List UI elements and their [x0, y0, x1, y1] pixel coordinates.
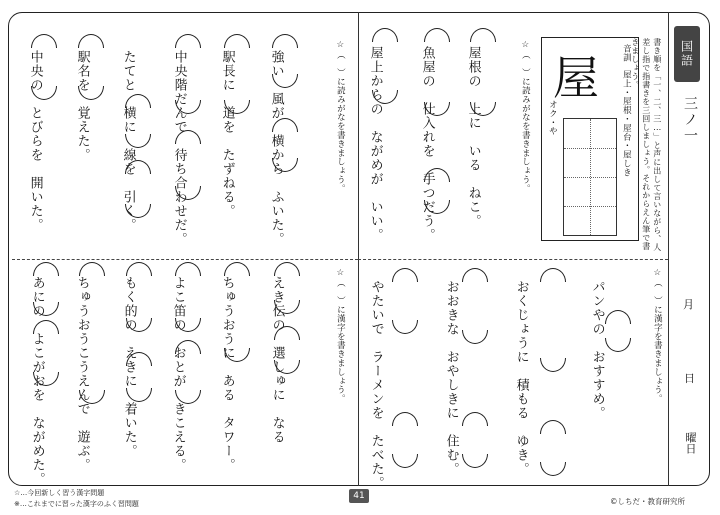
date-day-label: 日 — [684, 372, 695, 385]
section-heading-reading-1: ☆（ ）に読みがなを書きましょう。 — [520, 40, 531, 193]
instruction-line-1: 書き順を「一、二、三…」と声に出して言いながら、人 — [652, 38, 662, 252]
sentence-tl-3: 中央階だんで 待ち合わせだ。 — [171, 50, 187, 246]
footer-note-new-kanji: ☆…今回新しく習う漢字問題 — [14, 489, 105, 497]
sentence-bl-6: あにの よこがおを ながめた。 — [29, 276, 45, 486]
publisher-credit: ©しちだ・教育研究所 — [610, 497, 685, 506]
page-number: 41 — [349, 489, 369, 503]
target-kanji: 屋 — [553, 51, 599, 105]
lesson-number: 三ノ一 — [682, 96, 698, 144]
sentence-tl-6: 中央の とびらを 開いた。 — [27, 50, 43, 232]
instruction-line-3: きましょう。 — [630, 38, 640, 89]
sentence-tl-4: たてと 横に 線を 引く。 — [120, 50, 136, 232]
section-heading-kanji-1: ☆（ ）に漢字を書きましょう。 — [652, 268, 663, 403]
sentence-br-1: パンやの おすすめ。 — [589, 280, 605, 420]
sentence-bl-5: ちゅうおうこうえんで 遊ぶ。 — [74, 276, 90, 472]
sentence-bl-4: もく的の えきに 着いた。 — [121, 276, 137, 458]
sentence-tl-2: 駅長に 道を たずねる。 — [219, 50, 235, 218]
instruction-line-2: 差し指で指書きを三回しましょう。それからえん筆で書 — [641, 38, 651, 251]
date-column-divider — [668, 12, 669, 486]
sentence-bl-1: えき伝の 選しゅに なる — [269, 276, 285, 444]
center-divider — [358, 12, 359, 486]
left-horizontal-divider — [12, 259, 358, 260]
kanji-readings: オク・や — [547, 100, 558, 136]
date-weekday-label: 曜日 — [684, 432, 697, 454]
right-horizontal-divider — [358, 259, 668, 260]
sentence-br-4: やたいで ラーメンを たべた。 — [368, 280, 384, 490]
grid-line — [590, 119, 591, 235]
writing-grid[interactable] — [563, 118, 617, 236]
kanji-examples: 屋上・屋根・屋台・屋しき — [621, 70, 632, 177]
sentence-tl-5: 駅名を 覚えた。 — [74, 50, 90, 162]
section-heading-kanji-2: ☆（ ）に漢字を書きましょう。 — [335, 268, 346, 403]
date-month-label: 月 — [683, 298, 694, 311]
sentence-tl-1: 強い 風が 横から ふいた。 — [268, 50, 284, 246]
sentence-br-2: おくじょうに 積もる ゆき。 — [513, 280, 529, 476]
sentence-bl-3: よこ笛の おとが きこえる。 — [170, 276, 186, 472]
sentence-bl-2: ちゅうおうに ある タワー。 — [219, 276, 235, 472]
footer-note-review: ※…これまでに習った漢字のふく習問題 — [14, 500, 139, 508]
sentence-tr-1: 屋根の 上に いる ねこ。 — [465, 46, 481, 228]
sentence-br-3: おおきな おやしきに 住む。 — [443, 280, 459, 476]
sentence-tr-2: 魚屋の 仕入れを 手つだう。 — [419, 46, 435, 242]
subject-tab: 国語 — [674, 26, 700, 82]
reading-label: 音訓 — [621, 44, 632, 62]
sentence-tr-3: 屋上からの ながめが いい。 — [367, 46, 383, 242]
section-heading-reading-2: ☆（ ）に読みがなを書きましょう。 — [335, 40, 346, 193]
